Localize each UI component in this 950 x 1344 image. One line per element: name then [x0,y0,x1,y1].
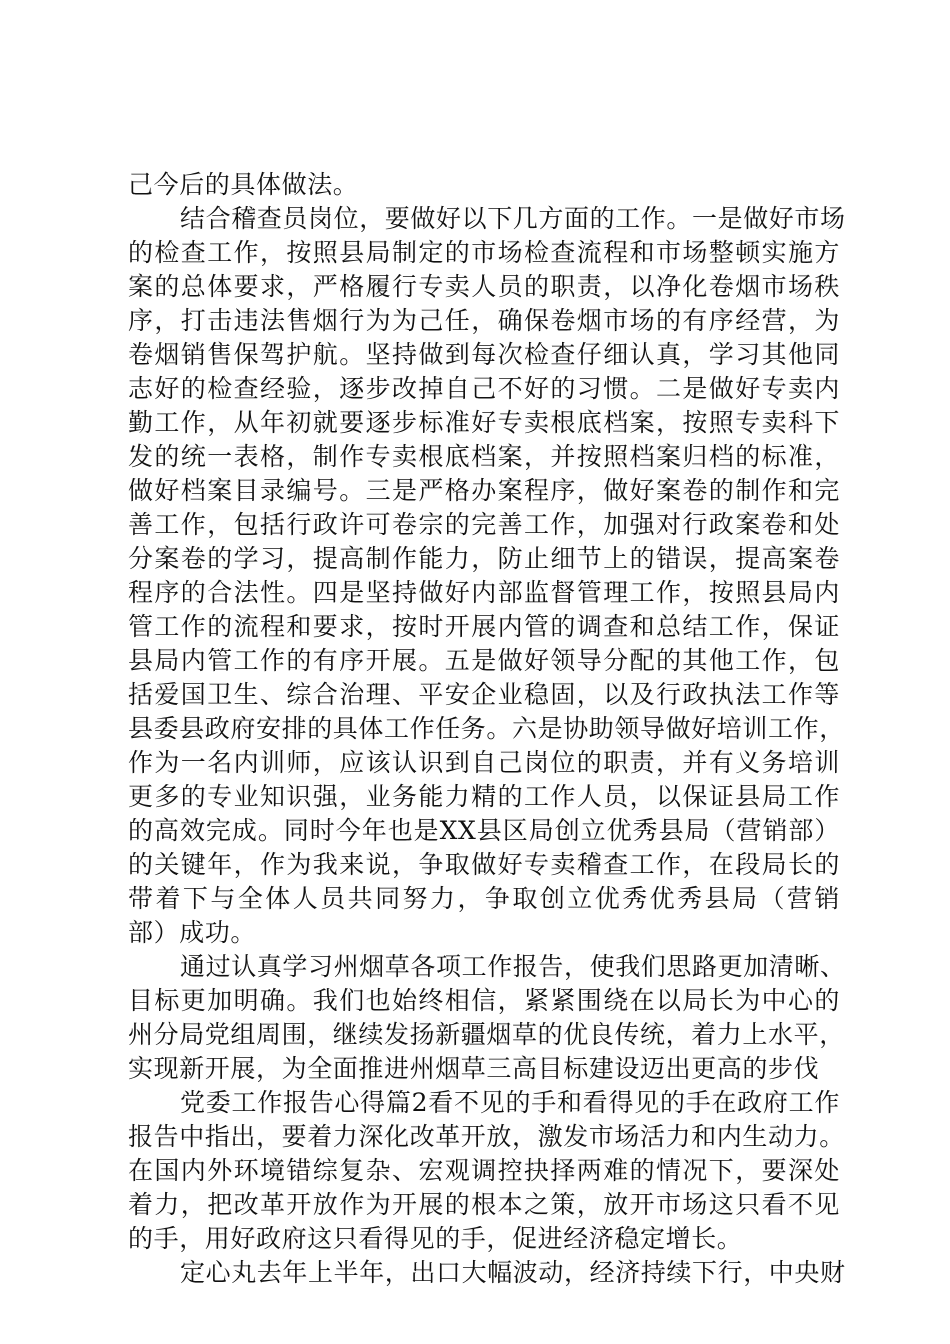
text-line: 部）成功。 [128,918,257,947]
text-line: 通过认真学习州烟草各项工作报告，使我们思路更加清晰、 [180,952,846,981]
text-line: 报告中指出，要着力深化改革开放，激发市场活力和内生动力。 [128,1122,845,1151]
text-line: 程序的合法性。四是坚持做好内部监督管理工作，按照县局内 [128,578,840,607]
text-line: 的高效完成。同时今年也是XX县区局创立优秀县局（营销部） [128,816,840,845]
text-line: 案的总体要求，严格履行专卖人员的职责，以净化卷烟市场秩 [128,272,840,301]
text-line: 做好档案目录编号。三是严格办案程序，做好案卷的制作和完 [128,476,840,505]
text-line: 勤工作，从年初就要逐步标准好专卖根底档案，按照专卖科下 [128,408,840,437]
text-line: 带着下与全体人员共同努力，争取创立优秀优秀县局（营销 [128,884,840,913]
text-line: 更多的专业知识强，业务能力精的工作人员，以保证县局工作 [128,782,840,811]
text-line: 结合稽查员岗位，要做好以下几方面的工作。一是做好市场 [180,204,846,233]
text-line: 州分局党组周围，继续发扬新疆烟草的优良传统，着力上水平， [128,1020,845,1049]
text-line: 实现新开展，为全面推进州烟草三高目标建设迈出更高的步伐 [128,1054,820,1083]
text-line: 在国内外环境错综复杂、宏观调控抉择两难的情况下，要深处 [128,1156,840,1185]
text-line: 己今后的具体做法。 [128,170,359,199]
text-line: 分案卷的学习，提高制作能力，防止细节上的错误，提高案卷 [128,544,840,573]
text-line: 着力，把改革开放作为开展的根本之策，放开市场这只看不见 [128,1190,840,1219]
text-line: 善工作，包括行政许可卷宗的完善工作，加强对行政案卷和处 [128,510,840,539]
text-line: 括爱国卫生、综合治理、平安企业稳固，以及行政执法工作等 [128,680,840,709]
text-line: 的关键年，作为我来说，争取做好专卖稽查工作，在段局长的 [128,850,840,879]
text-line: 志好的检查经验，逐步改掉自己不好的习惯。二是做好专卖内 [128,374,840,403]
text-line: 作为一名内训师，应该认识到自己岗位的职责，并有义务培训 [128,748,840,777]
text-line: 卷烟销售保驾护航。坚持做到每次检查仔细认真，学习其他同 [128,340,840,369]
text-line: 管工作的流程和要求，按时开展内管的调查和总结工作，保证 [128,612,840,641]
document-body [128,168,846,1290]
text-line: 县委县政府安排的具体工作任务。六是协助领导做好培训工作， [128,714,845,743]
text-line: 发的统一表格，制作专卖根底档案，并按照档案归档的标准， [128,442,840,471]
text-line: 序，打击违法售烟行为为己任，确保卷烟市场的有序经营，为 [128,306,840,335]
text-line: 定心丸去年上半年，出口大幅波动，经济持续下行，中央财 [180,1258,846,1287]
text-line: 目标更加明确。我们也始终相信，紧紧围绕在以局长为中心的 [128,986,840,1015]
text-line: 的检查工作，按照县局制定的市场检查流程和市场整顿实施方 [128,238,840,267]
text-line: 党委工作报告心得篇2看不见的手和看得见的手在政府工作 [180,1088,840,1117]
text-line: 县局内管工作的有序开展。五是做好领导分配的其他工作，包 [128,646,840,675]
text-line: 的手，用好政府这只看得见的手，促进经济稳定增长。 [128,1224,743,1253]
